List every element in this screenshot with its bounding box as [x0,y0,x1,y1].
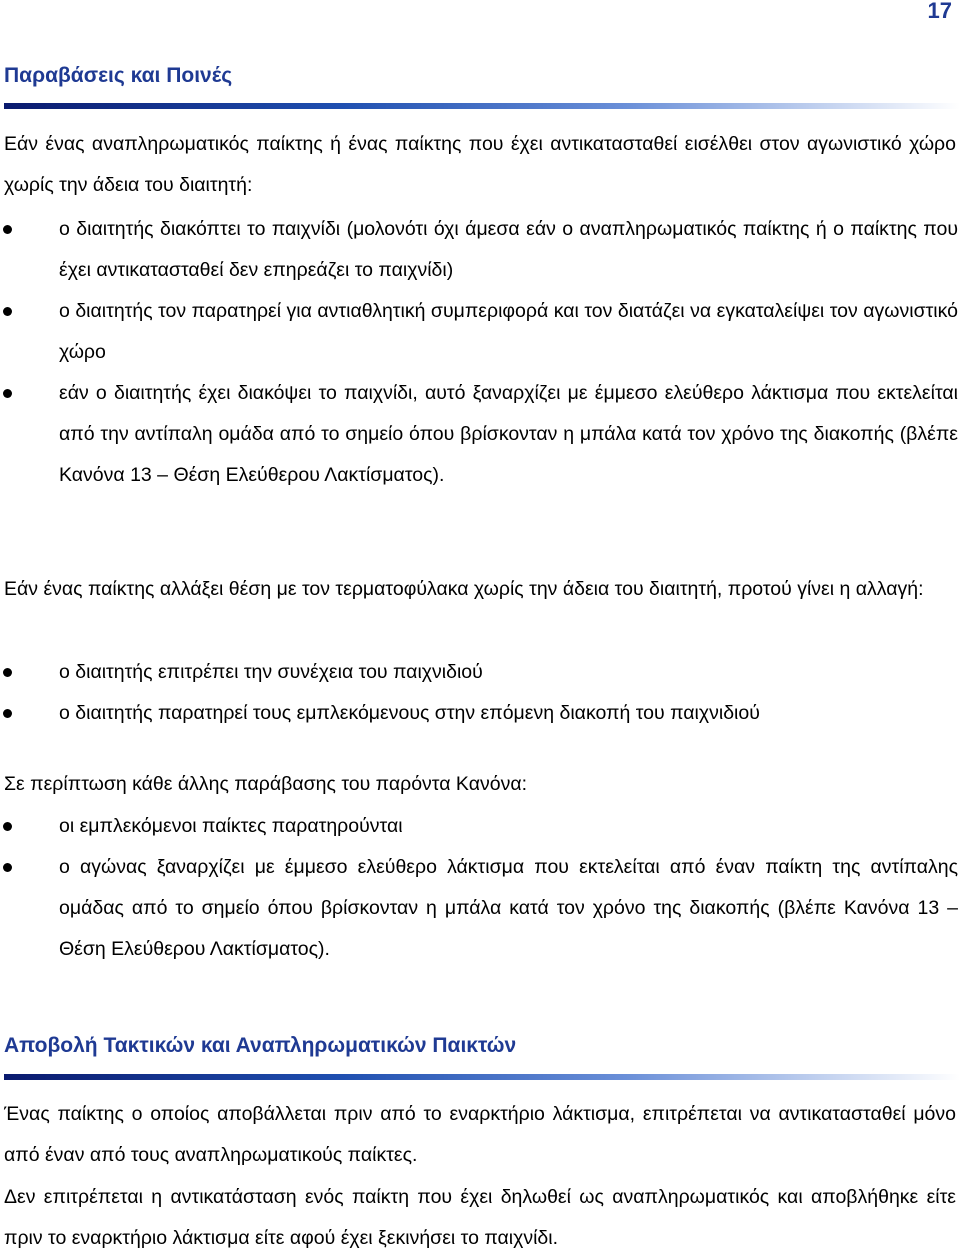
section-title-sending-off: Αποβολή Τακτικών και Αναπληρωματικών Παικτών [4,1034,517,1057]
sent-off-before-kickoff-paragraph: Ένας παίκτης ο οποίος αποβάλλεται πριν από το εναρκτήριο λάκτισμα, επιτρέπεται να αντικατασταθεί μόνο από έναν από τους αναπληρωματικούς παίκτες. [4,1103,956,1166]
bullet-icon [3,307,12,316]
other-offence-paragraph: Σε περίπτωση κάθε άλλης παράβασης του παρόντα Κανόνα: [4,773,528,795]
bullet-icon [3,709,12,718]
list-item-text: ο διαιτητής διακόπτει το παιχνίδι (μολονότι όχι άμεσα εάν ο αναπληρωματικός παίκτης ή ο παίκτης που έχει αντικατασταθεί δεν επηρεάζει το παιχνίδι) [59,218,958,281]
substitute-sent-off-paragraph: Δεν επιτρέπεται η αντικατάσταση ενός παίκτη που έχει δηλωθεί ως αναπληρωματικός και αποβλήθηκε είτε πριν το εναρκτήριο λάκτισμα είτε αφού έχει ξεκινήσει το παιχνίδι. [4,1186,956,1249]
list-item [0,652,958,693]
bullet-icon [3,225,12,234]
list-item-text: οι εμπλεκόμενοι παίκτες παρατηρούνται [59,815,403,837]
page-number: 17 [927,0,952,23]
goalkeeper-swap-paragraph: Εάν ένας παίκτης αλλάξει θέση με τον τερματοφύλακα χωρίς την άδεια του διαιτητή, προτού γίνει η αλλαγή: [4,578,924,600]
section-divider [4,103,960,109]
list-item-text: ο διαιτητής επιτρέπει την συνέχεια του παιχνιδιού [59,661,483,683]
list-item-text: εάν ο διαιτητής έχει διακόψει το παιχνίδι, αυτό ξαναρχίζει με έμμεσο ελεύθερο λάκτισμα που εκτελείται από την αντίπαλη ομάδα από το σημείο όπου βρίσκονταν η μπάλα κατά τον χρόνο της διακοπής (βλέπε Κανόνα 13 – Θέση Ελεύθερου Λακτίσματος). [59,382,958,486]
list-item [0,847,958,970]
list-item [0,209,958,291]
list-item [0,373,958,496]
bullet-icon [3,389,12,398]
section-divider [4,1074,960,1080]
bullet-list-goalkeeper-swap [0,652,958,734]
list-item [0,693,958,734]
list-item-text: ο διαιτητής τον παρατηρεί για αντιαθλητική συμπεριφορά και τον διατάζει να εγκαταλείψει τον αγωνιστικό χώρο [59,300,958,363]
list-item [0,806,958,847]
bullet-icon [3,668,12,677]
list-item [0,291,958,373]
list-item-text: ο αγώνας ξαναρχίζει με έμμεσο ελεύθερο λάκτισμα που εκτελείται από έναν παίκτη της αντίπαλης ομάδας από το σημείο όπου βρίσκονταν η μπάλα κατά τον χρόνο της διακοπής (βλέπε Κανόνα 13 – Θέση Ελεύθερου Λακτίσματος). [59,856,958,960]
list-item-text: ο διαιτητής παρατηρεί τους εμπλεκόμενους στην επόμενη διακοπή του παιχνιδιού [59,702,760,724]
bullet-list-other-offence [0,806,958,970]
section-title-offences: Παραβάσεις και Ποινές [4,64,233,87]
intro-paragraph: Εάν ένας αναπληρωματικός παίκτης ή ένας παίκτης που έχει αντικατασταθεί εισέλθει στον αγωνιστικό χώρο χωρίς την άδεια του διαιτητή: [4,133,956,196]
bullet-icon [3,863,12,872]
bullet-list-unauthorized-entry [0,209,958,496]
bullet-icon [3,822,12,831]
